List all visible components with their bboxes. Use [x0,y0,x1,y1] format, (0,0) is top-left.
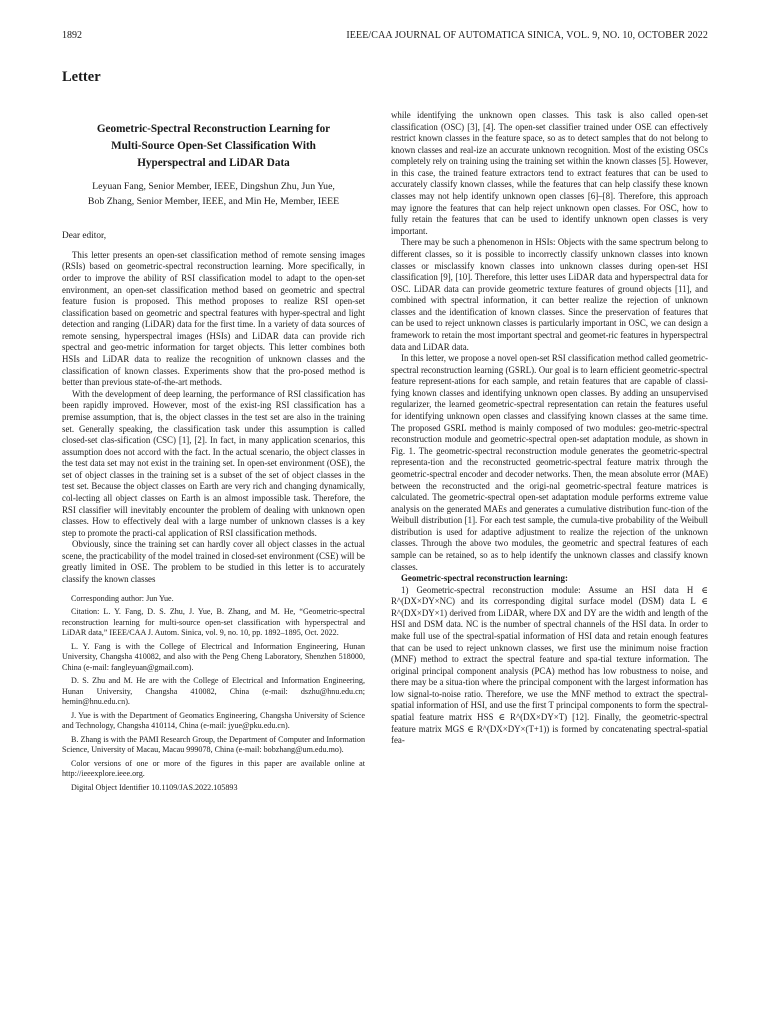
doi-footnote: Digital Object Identifier 10.1109/JAS.2022.105893 [71,782,238,792]
footnote: D. S. Zhu and M. He are with the College of Electrical and Information Engineering, Hunan University, Changsha 410082, China (e-mail: dszhu@hnu.edu.cn; hemin@hnu.edu.cn). [62,676,365,707]
author-list [62,180,365,209]
subheading: Geometric-spectral reconstruction learning: [401,573,568,584]
journal-header: IEEE/CAA JOURNAL OF AUTOMATICA SINICA, VOL. 9, NO. 10, OCTOBER 2022 [346,30,708,41]
footnote: J. Yue is with the Department of Geomatics Engineering, Changsha University of Science and Technology, Changsha 410114, China (e-mail: jyue@pku.edu.cn). [62,710,365,731]
section-label: Letter [62,69,101,85]
right-column [391,110,708,747]
body-paragraph: This letter presents an open-set classification method of remote sensing images (RSIs) based on geometric-spectral reconstruction learning. More specifically, in order to improve the ability of RSI classification model to adapt to the open-set environment, an open-set classification method based on geometric and spectral feature fusion is proposed. This method proposes to realize RSI open-set classification based on geometric and spectral features with hyper-spectral and light detection and ranging (LiDAR) data for the first time. In a variety of data sources of remote sensing, hyperspectral images (HSIs) and LiDAR data can provide rich spectral and geo-metric information for target objects. This letter combines both HSIs and LiDAR data to realize the recognition of unknown classes and the classification of known classes. Experiments show that the pro-posed method is better than previous state-of-the-art methods. [62,249,365,388]
body-paragraph: In this letter, we propose a novel open-set RSI classification method called geometric-spectral reconstruction learning (GSRL). Our goal is to learn efficient geometric-spectral feature represent-ations for each sample, and retain features that are capable of classi-fying known classes and identifying unknown open classes. By adding an unsupervised regularizer, the learned geometric-spectral representation can retain the features useful for identifying unknown open classes and classifying known classes at the same time. The proposed GSRL method is mainly composed of two modules: geo-metric-spectral reconstruction module and geometric-spectral open-set adaptation module, as shown in Fig. 1. The geometric-spectral reconstruction module generates the geometric-spectral representa-tion and the reconstructed geometric-spectral feature matrix through the geometric-spectral encoder and decoder networks. Then, the mean absolute error (MAE) between the reconstructed and the origi-nal geometric-spectral feature matrices is calculated. The geometric-spectral open-set adaptation module performs extreme value analysis on the generated MAEs and generates a cumulative distribution func-tion of the Weibull distribution [1]. For each test sample, the cumula-tive probability of the Weibull distribution is used for adaptive adjustment to realize the rejection of the unknown classes. Through the above two modules, the geometric and spectral features of each sample can be retained, so as to help identify the unknown classes and classify known classes. [391,353,708,572]
footnote: Color versions of one or more of the figures in this paper are available online at http://ieeexplore.ieee.org. [62,758,365,779]
author-line: Leyuan Fang, Senior Member, IEEE, Dingshun Zhu, Jun Yue, [92,181,335,193]
body-paragraph: Obviously, since the training set can hardly cover all object classes in the actual scene, the practicability of the model trained in closed-set environment (CSE) will be greatly limited in OSE. The problem to be studied in this letter is to accurately classify the known classes [62,539,365,585]
body-paragraph: while identifying the unknown open classes. This task is also called open-set classification (OSC) [3], [4]. The open-set classifier trained under OSE can effectively restrict known classes in the feature space, so as to detect samples that do not belong to known classes and real-ize an accurate unknown recognition. Most of the existing OSCs completely rely on training using the training set within the known classes [5]. However, in this case, the trained feature extractors tend to extract features that can be used to accurately classify known classes, while the features that can help classify these known classes may not help identify unknown open classes [6]–[8]. Therefore, this approach may ignore the features that can help reject unknown open classes. For OSC, how to fully retain the features that can be used to identify unknown open classes is very important. [391,110,708,236]
title-line: Multi-Source Open-Set Classification With [111,139,316,152]
footnote: Corresponding author: Jun Yue. [71,593,174,603]
author-line: Bob Zhang, Senior Member, IEEE, and Min He, Member, IEEE [87,196,340,208]
left-column [62,118,365,796]
body-paragraph: There may be such a phenomenon in HSIs: Objects with the same spectrum belong to different classes, so it is possible to incorrectly classify unknown classes into known classes or misclassify known classes into unknown classes during open-set HSI classification [9], [10]. Therefore, this letter uses LiDAR data and hyperspectral data for OSC. LiDAR data can provide geometric texture features of ground objects [11], and combined with spectral information, it can better realize the rejection of unknown classes and the identification of known classes. Since the preservation of features that can be used to reject unknown classes is particularly important in OSC, we can design a framework to retain the most important spectral and geomet-ric features in hyperspectral data and LiDAR data. [391,237,708,352]
title-line: Geometric-Spectral Reconstruction Learning for [96,123,331,135]
greeting: Dear editor, [62,230,107,241]
footnote: Citation: L. Y. Fang, D. S. Zhu, J. Yue, B. Zhang, and M. He, “Geometric-spectral reconstruction learning for multi-source open-set classification with hyperspectral and LiDAR data,” IEEE/CAA J. Autom. Sinica, vol. 9, no. 10, pp. 1892–1895, Oct. 2022. [62,607,365,638]
footnotes [62,594,365,794]
page-number: 1892 [62,30,82,41]
footnote: B. Zhang is with the PAMI Research Group, the Department of Computer and Information Science, University of Macau, Macau 999078, China (e-mail: bobzhang@um.edu.mo). [62,734,365,755]
paper-title [62,121,365,171]
title-line: Hyperspectral and LiDAR Data [137,156,290,169]
footnote: L. Y. Fang is with the College of Electrical and Information Engineering, Hunan University, Changsha 410082, and also with the Peng Cheng Laboratory, Shenzhen 518000, China (e-mail: fangleyuan@gmail.com). [62,641,365,672]
body-paragraph: 1) Geometric-spectral reconstruction module: Assume an HSI data H ∈ R^(DX×DY×NC) and its corresponding digital surface model (DSM) data L ∈ R^(DX×DY×1) derived from LiDAR, where DX and DY are the width and length of the HSI and DSM data. NC is the number of spectral channels of the HSI data. In order to make full use of the spectral-spatial information of HSI data and retain enough features that can be used to reject unknown classes, we first use the minimum noise fraction (MNF) method to extract the spectral feature and spa-tial texture information. The original principal component analysis (PCA) method has low robustness to noise, and there may be a situa-tion where the principal component with the largest information has low signal-to-noise ratio. Therefore, we use the MNF method to extract the spectral-spatial information of HSI, and use the first T principal components to form the spectral-spatial feature matrix HSS ∈ R^(DX×DY×T) [12]. Finally, the geometric-spectral feature matrix MGS ∈ R^(DX×DY×(T+1)) is formed by concatenating spectral-spatial fea- [391,584,708,746]
body-paragraph: With the development of deep learning, the performance of RSI classification has been rapidly improved. However, most of the exist-ing RSI classification has a premise assumption, that is, the object classes in the test set are also in the training set. Generally speaking, the classification task under this assumption is called closed-set clas-sification (CSC) [1], [2]. In fact, in many application scenarios, this assumption does not accord with the fact. In the actual scenario, the object classes in the test data set may not exist in the training set. In open-set environment (OSE), the set of object classes in the training set is a subset of the set of object classes in the test set. Because the object classes on Earth are very rich and changing dynamically, col-lecting all object classes on Earth is an almost impossible task. Therefore, the RSI classifier will inevitably encounter the problem of dealing with unknown open classes. How to effectively deal with a large number of unknown classes is a key step to promote the practi-cal application of RSI classification methods. [62,388,365,538]
